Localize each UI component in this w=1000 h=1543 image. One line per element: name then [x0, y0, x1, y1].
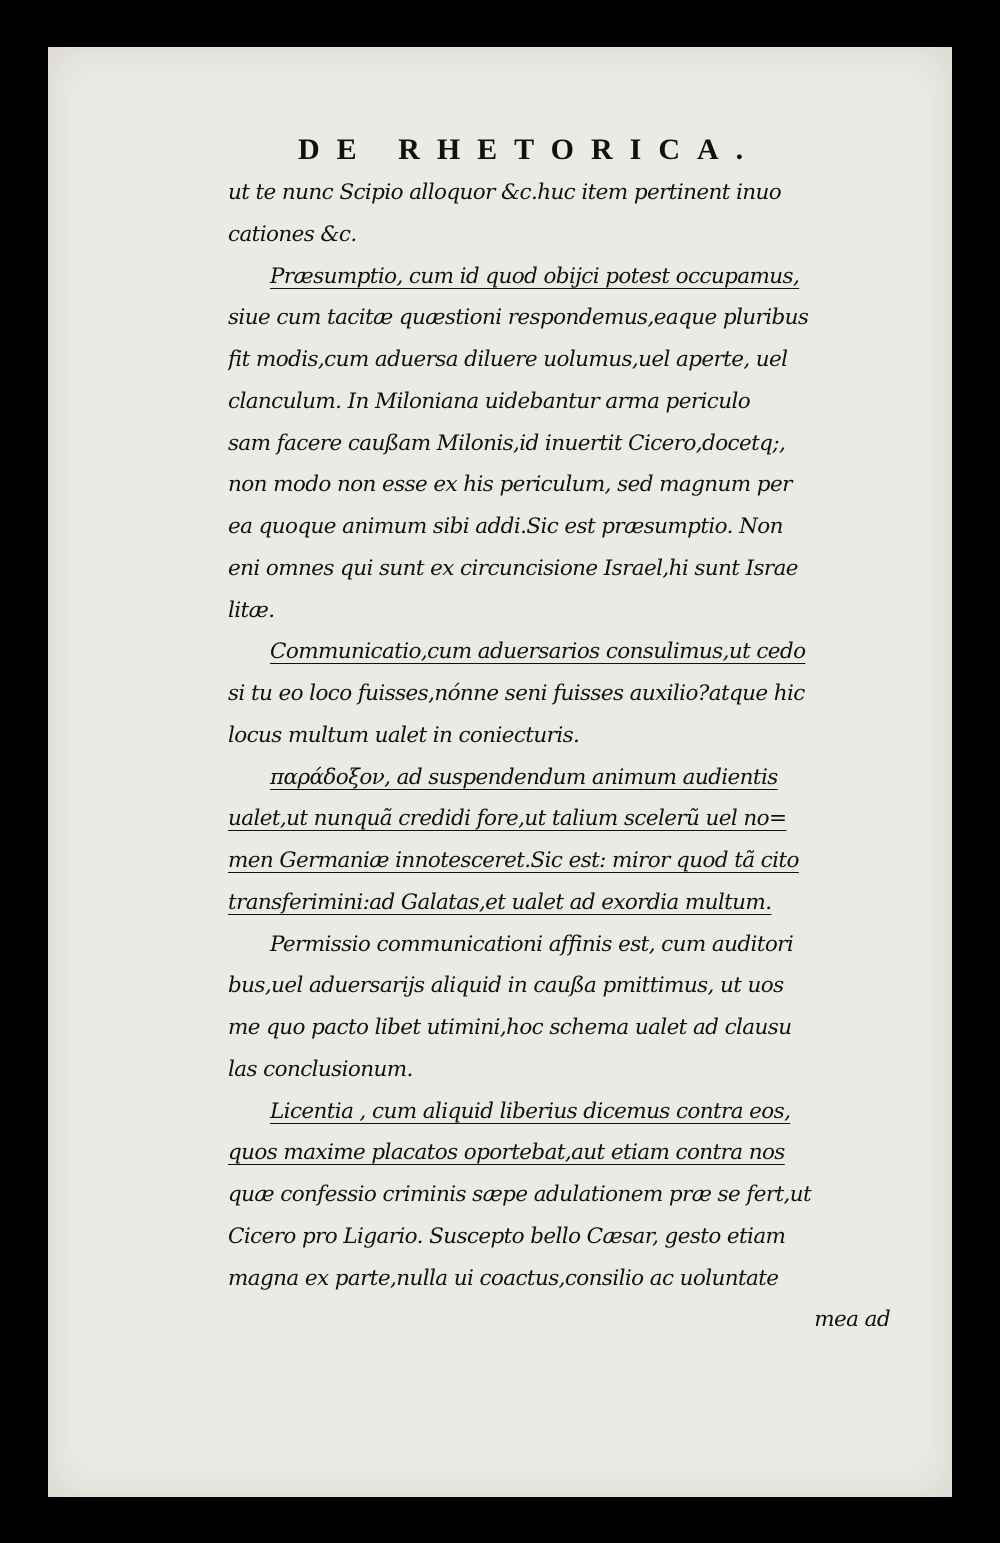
text-line: fit modis,cum aduersa diluere uolumus,uel aperte, uel: [228, 347, 788, 372]
text-line: magna ex parte,nulla ui coactus,consilio ac uoluntate: [228, 1265, 779, 1291]
text-line: sam facere caußam Milonis,id inuertit Cicero,docetq;,: [228, 430, 786, 456]
text-line: litæ.: [228, 597, 275, 623]
text-line: Communicatio,cum aduersarios consulimus,ut cedo: [270, 639, 806, 665]
text-line: me quo pacto libet utimini,hoc schema ualet ad clausu: [228, 1015, 792, 1040]
text-line: ualet,ut nunquã credidi fore,ut talium scelerũ uel no=: [228, 806, 787, 832]
text-line: ea quoque animum sibi addi.Sic est præsumptio. Non: [228, 514, 783, 539]
text-line: si tu eo loco fuisses,nónne seni fuisses auxilio?atque hic: [228, 681, 805, 706]
text-line: quos maxime placatos oportebat,aut etiam contra nos: [228, 1140, 785, 1166]
text-line: eni omnes qui sunt ex circuncisione Israel,hi sunt Israe: [228, 555, 798, 581]
text-line: παράδοξον, ad suspendendum animum audientis: [270, 764, 778, 790]
text-line: men Germaniæ innotesceret.Sic est: miror quod tã cito: [228, 848, 799, 873]
text-line: locus multum ualet in coniecturis.: [228, 722, 580, 748]
text-line: ut te nunc Scipio alloquor &c.huc item pertinent inuo: [228, 180, 782, 205]
text-line: Permissio communicationi affinis est, cum auditori: [270, 931, 794, 957]
body-text: [228, 172, 892, 1341]
text-line: quæ confessio criminis sæpe adulationem præ se fert,ut: [228, 1182, 812, 1207]
text-line: Præsumptio, cum id quod obijci potest occupamus,: [270, 263, 800, 289]
text-line: Cicero pro Ligario. Suscepto bello Cæsar, gesto etiam: [228, 1223, 786, 1249]
text-line: bus,uel aduersarijs aliquid in caußa pmittimus, ut uos: [228, 973, 784, 999]
text-line: cationes &c.: [228, 221, 357, 247]
text-line: las conclusionum.: [228, 1056, 413, 1082]
text-line: transferimini:ad Galatas,et ualet ad exordia multum.: [228, 889, 772, 915]
page-heading: DE RHETORICA.: [298, 133, 761, 166]
text-line: non modo non esse ex his periculum, sed magnum per: [228, 472, 792, 498]
catchword: mea ad: [814, 1307, 890, 1333]
text-line: Licentia , cum aliquid liberius dicemus contra eos,: [270, 1098, 791, 1124]
text-line: siue cum tacitæ quæstioni respondemus,eaque pluribus: [228, 305, 809, 331]
text-line: clanculum. In Miloniana uidebantur arma periculo: [228, 388, 751, 414]
